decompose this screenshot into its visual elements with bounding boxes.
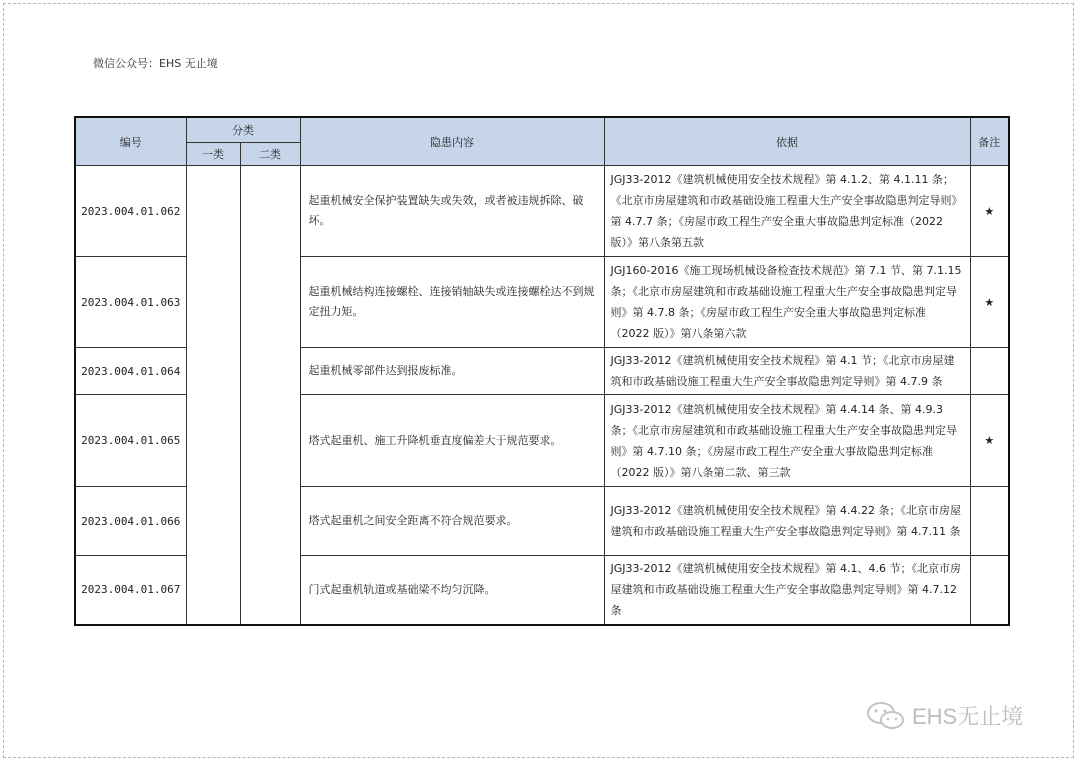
row-code: 2023.004.01.066 <box>75 487 186 556</box>
row-code: 2023.004.01.064 <box>75 348 186 395</box>
cat-level1-cell <box>186 166 240 625</box>
major-hazard-star: ★ <box>970 166 1009 257</box>
row-content: 起重机械零部件达到报废标准。 <box>300 348 604 395</box>
row-code: 2023.004.01.062 <box>75 166 186 257</box>
header-basis: 依据 <box>604 117 970 166</box>
row-basis: JGJ160-2016《施工现场机械设备检查技术规范》第 7.1 节、第 7.1.15 条；《北京市房屋建筑和市政基础设施工程重大生产安全事故隐患判定导则》第 4.7.8 条；《房屋市政工程生产安全重大事故隐患判定标准（2022 版）》第八条第六款 <box>604 257 970 348</box>
cat-level2-cell <box>240 166 300 625</box>
header-cat-level2: 二类 <box>240 143 300 166</box>
header-note: 微信公众号：EHS 无止境 <box>93 57 218 70</box>
row-basis: JGJ33-2012《建筑机械使用安全技术规程》第 4.1、4.6 节；《北京市房屋建筑和市政基础设施工程重大生产安全事故隐患判定导则》第 4.7.12 条 <box>604 556 970 625</box>
hazard-table <box>74 116 1010 626</box>
row-content: 起重机械安全保护装置缺失或失效，或者被违规拆除、破坏。 <box>300 166 604 257</box>
row-content: 塔式起重机、施工升降机垂直度偏差大于规范要求。 <box>300 395 604 487</box>
row-basis: JGJ33-2012《建筑机械使用安全技术规程》第 4.1 节；《北京市房屋建筑和市政基础设施工程重大生产安全事故隐患判定导则》第 4.7.9 条 <box>604 348 970 395</box>
header-remark: 备注 <box>970 117 1009 166</box>
row-content: 门式起重机轨道或基础梁不均匀沉降。 <box>300 556 604 625</box>
row-content: 塔式起重机之间安全距离不符合规范要求。 <box>300 487 604 556</box>
header-code: 编号 <box>75 117 186 166</box>
watermark <box>866 700 1023 731</box>
row-basis: JGJ33-2012《建筑机械使用安全技术规程》第 4.1.2、第 4.1.11 条；《北京市房屋建筑和市政基础设施工程重大生产安全事故隐患判定导则》第 4.7.7 条；《房屋市政工程生产安全重大事故隐患判定标准（2022 版）》第八条第五款 <box>604 166 970 257</box>
row-remark <box>970 556 1009 625</box>
major-hazard-star: ★ <box>970 395 1009 487</box>
major-hazard-star: ★ <box>970 257 1009 348</box>
table-row <box>75 166 1009 257</box>
row-basis: JGJ33-2012《建筑机械使用安全技术规程》第 4.4.14 条、第 4.9.3 条；《北京市房屋建筑和市政基础设施工程重大生产安全事故隐患判定导则》第 4.7.10 条；《房屋市政工程生产安全重大事故隐患判定标准（2022 版）》第八条第二款、第三款 <box>604 395 970 487</box>
row-content: 起重机械结构连接螺栓、连接销轴缺失或连接螺栓达不到规定扭力矩。 <box>300 257 604 348</box>
header-cat-level1: 一类 <box>186 143 240 166</box>
header-category: 分类 <box>186 117 300 143</box>
row-remark <box>970 487 1009 556</box>
row-code: 2023.004.01.067 <box>75 556 186 625</box>
row-basis: JGJ33-2012《建筑机械使用安全技术规程》第 4.4.22 条；《北京市房屋建筑和市政基础设施工程重大生产安全事故隐患判定导则》第 4.7.11 条 <box>604 487 970 556</box>
row-code: 2023.004.01.065 <box>75 395 186 487</box>
header-content: 隐患内容 <box>300 117 604 166</box>
row-remark <box>970 348 1009 395</box>
watermark-text: EHS无止境 <box>912 704 1024 729</box>
wechat-icon <box>866 701 906 731</box>
row-code: 2023.004.01.063 <box>75 257 186 348</box>
